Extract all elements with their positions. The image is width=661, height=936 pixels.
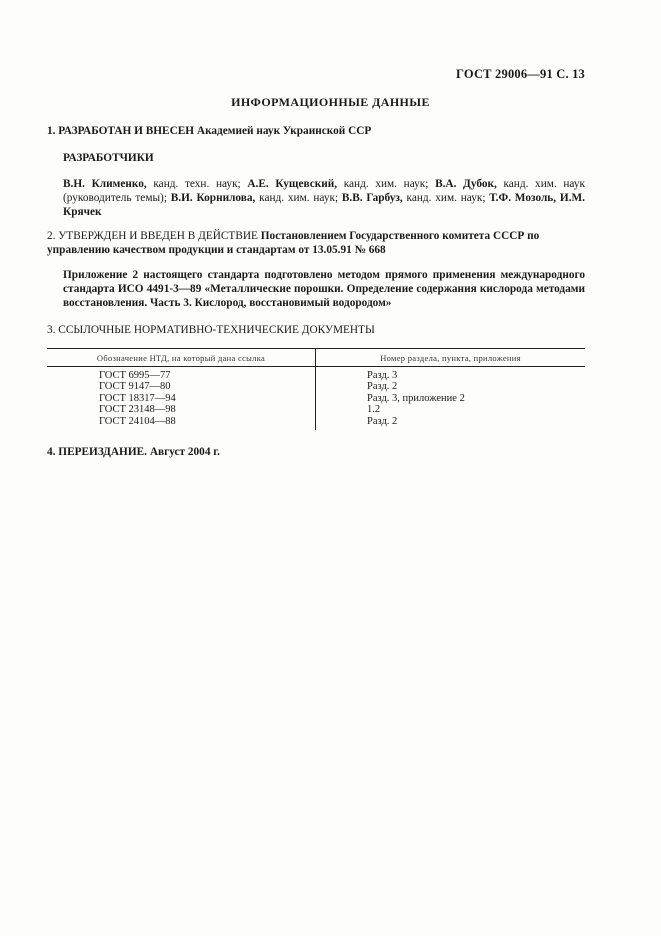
section-1 [47, 124, 587, 138]
table-row [47, 404, 585, 415]
developer-title: канд. хим. наук (руководитель темы); [63, 178, 586, 204]
section-1-text: Академией наук Украинской ССР [196, 125, 372, 137]
document-cell: ГОСТ 18317—94 [47, 393, 316, 404]
section-cell: Разд. 2 [367, 415, 398, 427]
developer-title: канд. хим. наук; [255, 192, 342, 204]
developer-name: В.В. Гарбуз, [341, 192, 403, 204]
section-cell: 1.2 [367, 404, 381, 416]
developer-name: В.А. Дубок, [435, 178, 497, 190]
developer-title: канд. хим. наук; [402, 192, 490, 204]
developers-list [63, 177, 585, 219]
document-cell: ГОСТ 23148—98 [47, 404, 316, 415]
developers-heading: РАЗРАБОТЧИКИ [63, 152, 154, 164]
section-cell: Разд. 3 [367, 370, 398, 381]
developer-title: канд. техн. наук; [146, 178, 248, 190]
section-4-text: Август 2004 г. [149, 446, 220, 458]
column-header-document: Обозначение НТД, на который дана ссылка [47, 349, 316, 367]
section-cell: Разд. 3, приложение 2 [367, 392, 465, 404]
table-row [47, 393, 585, 404]
developer-name: В.Н. Клименко, [63, 178, 147, 190]
document-cell: ГОСТ 24104—88 [47, 416, 316, 430]
section-4 [47, 445, 587, 459]
references-table [47, 348, 585, 430]
section-2 [47, 229, 587, 257]
section-1-heading: 1. РАЗРАБОТАН И ВНЕСЕН [47, 125, 195, 137]
table-row [47, 381, 585, 392]
section-cell: Разд. 2 [367, 381, 398, 393]
document-cell: ГОСТ 9147—80 [47, 381, 316, 392]
section-2-note: Приложение 2 настоящего стандарта подготовлено методом прямого применения международного стандарта ИСО 4491-3—89 «Металлические порошки. Определение содержания кислорода методами восстановления. Часть 3. Кислород, восстановимый водородом» [63, 269, 585, 309]
document-cell: ГОСТ 6995—77 [47, 367, 316, 382]
table-header-row [47, 349, 585, 367]
section-4-heading: 4. ПЕРЕИЗДАНИЕ. [47, 446, 147, 458]
developer-title: канд. хим. наук; [337, 178, 436, 190]
document-reference: ГОСТ 29006—91 С. 13 [456, 67, 585, 81]
page-title: ИНФОРМАЦИОННЫЕ ДАННЫЕ [231, 95, 430, 109]
developer-name: А.Е. Кущевский, [247, 178, 338, 190]
references-table-wrap [47, 348, 585, 430]
column-header-section: Номер раздела, пункта, приложения [316, 349, 586, 367]
section-3-heading: 3. ССЫЛОЧНЫЕ НОРМАТИВНО-ТЕХНИЧЕСКИЕ ДОКУМЕНТЫ [47, 324, 375, 336]
section-2-heading: 2. УТВЕРЖДЕН И ВВЕДЕН В ДЕЙСТВИЕ [47, 230, 258, 242]
table-row [47, 416, 585, 430]
developer-name: И.М. Крячек [63, 192, 585, 218]
developer-name: Т.Ф. Мозоль, [489, 192, 557, 204]
developer-name: В.И. Корнилова, [170, 192, 256, 204]
table-row [47, 367, 585, 382]
section-2-text: Постановлением Государственного комитета СССР по управлению качеством продукции и стандартам от 13.05.91 № 668 [47, 230, 540, 256]
